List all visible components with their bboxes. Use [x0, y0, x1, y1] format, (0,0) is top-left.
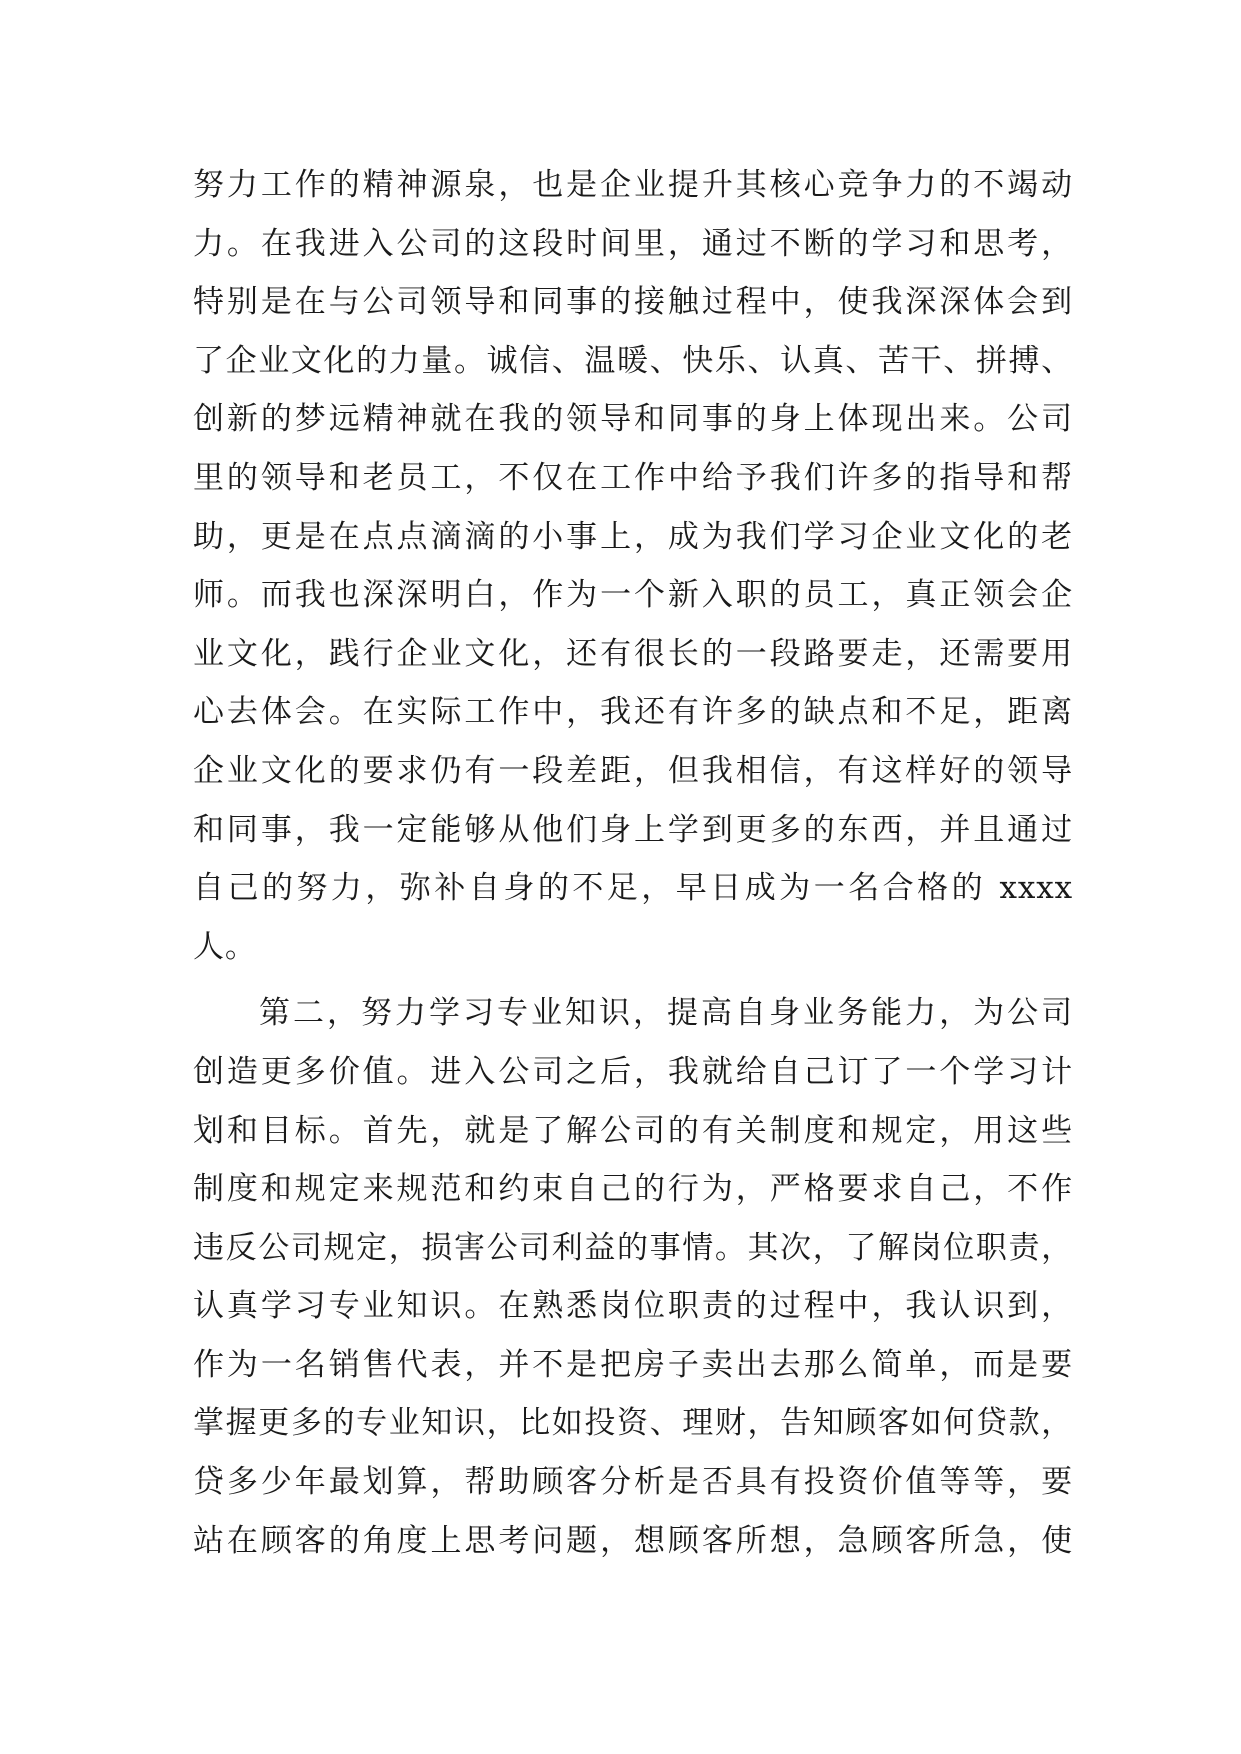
text-line: 努力工作的精神源泉，也是企业提升其核心竞争力的不竭动	[193, 167, 1073, 203]
text-line: 里的领导和老员工，不仅在工作中给予我们许多的指导和帮	[193, 459, 1073, 496]
text-line: 认真学习专业知识。在熟悉岗位职责的过程中，我认识到，	[193, 1288, 1073, 1325]
text-line: 力。在我进入公司的这段时间里，通过不断的学习和思考，	[193, 225, 1073, 262]
text-line: 创造更多价值。进入公司之后，我就给自己订了一个学习计	[193, 1053, 1073, 1090]
text-line: 人。	[193, 928, 257, 965]
text-line: 业文化，践行企业文化，还有很长的一段路要走，还需要用	[193, 635, 1073, 672]
text-line: 特别是在与公司领导和同事的接触过程中，使我深深体会到	[193, 284, 1073, 321]
text-line: 师。而我也深深明白，作为一个新入职的员工，真正领会企	[193, 577, 1073, 614]
text-line: 助，更是在点点滴滴的小事上，成为我们学习企业文化的老	[193, 518, 1073, 555]
text-line: 划和目标。首先，就是了解公司的有关制度和规定，用这些	[193, 1112, 1073, 1149]
paragraph-gap	[193, 976, 1073, 984]
text-line: 掌握更多的专业知识，比如投资、理财，告知顾客如何贷款，	[193, 1405, 1073, 1442]
text-line: 创新的梦远精神就在我的领导和同事的身上体现出来。公司	[193, 401, 1073, 438]
text-line: 和同事，我一定能够从他们身上学到更多的东西，并且通过	[193, 811, 1073, 848]
text-line: 站在顾客的角度上思考问题，想顾客所想，急顾客所急，使	[193, 1522, 1073, 1559]
paragraph	[193, 984, 1073, 1570]
text-line: 作为一名销售代表，并不是把房子卖出去那么简单，而是要	[193, 1346, 1073, 1383]
text-line: 违反公司规定，损害公司利益的事情。其次，了解岗位职责，	[193, 1229, 1073, 1266]
text-line: 自己的努力，弥补自身的不足，早日成为一名合格的 xxxx	[193, 870, 1073, 907]
paragraph	[193, 156, 1073, 976]
body-text	[193, 156, 1073, 1570]
text-line: 第二，努力学习专业知识，提高自身业务能力，为公司	[259, 995, 1073, 1032]
text-line: 了企业文化的力量。诚信、温暖、快乐、认真、苦干、拼搏、	[193, 342, 1073, 379]
text-line: 制度和规定来规范和约束自己的行为，严格要求自己，不作	[193, 1171, 1073, 1208]
text-line: 心去体会。在实际工作中，我还有许多的缺点和不足，距离	[193, 694, 1073, 731]
text-line: 企业文化的要求仍有一段差距，但我相信，有这样好的领导	[193, 752, 1073, 789]
text-line: 贷多少年最划算，帮助顾客分析是否具有投资价值等等，要	[193, 1464, 1073, 1501]
